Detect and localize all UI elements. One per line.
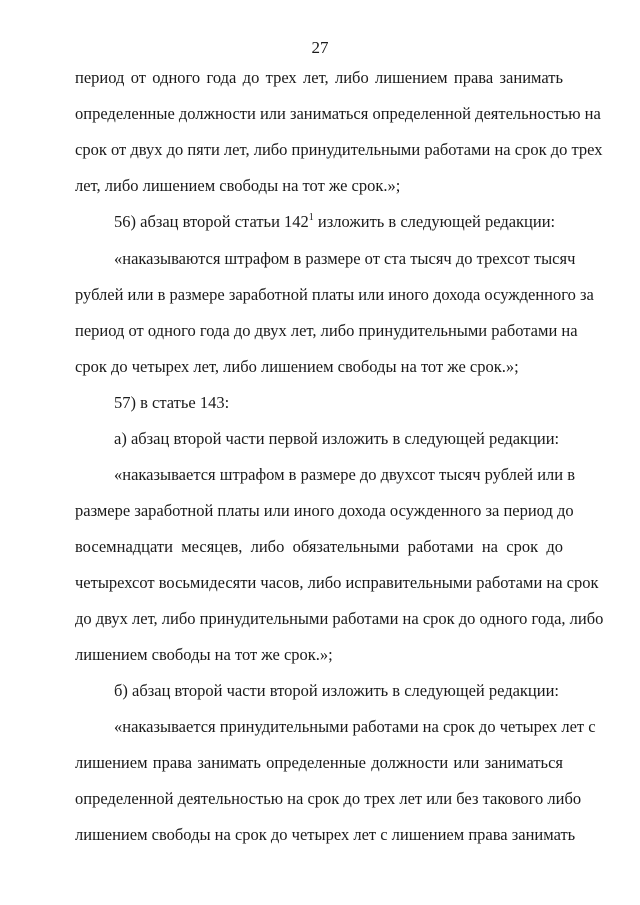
text-line-1: период от одного года до трех лет, либо лишением права занимать: [75, 68, 563, 87]
paragraph-56-text: 56) абзац второй статьи 142: [114, 212, 309, 231]
text-line-2: определенные должности или заниматься определенной деятельностью на: [75, 104, 601, 123]
paragraph-56-suffix: изложить в следующей редакции:: [313, 212, 556, 231]
text-line-14: восемнадцати месяцев, либо обязательными работами на срок до: [75, 537, 563, 556]
paragraph-56-heading: [114, 212, 563, 232]
text-line-13: размере заработной платы или иного дохода осужденного за период до: [75, 501, 574, 520]
text-line-16: до двух лет, либо принудительными работами на срок до одного года, либо: [75, 609, 604, 628]
paragraph-57-heading: 57) в статье 143:: [114, 393, 230, 412]
article-superscript: 1: [308, 212, 314, 223]
text-line-4: лет, либо лишением свободы на тот же срок.»;: [75, 176, 401, 195]
text-line-20: лишением права занимать определенные должности или заниматься: [75, 753, 563, 772]
subparagraph-a-heading: а) абзац второй части первой изложить в следующей редакции:: [114, 429, 560, 448]
page-number: 27: [311, 38, 329, 57]
subparagraph-b-heading: б) абзац второй части второй изложить в следующей редакции:: [114, 681, 560, 700]
text-line-3: срок от двух до пяти лет, либо принудительными работами на срок до трех: [75, 140, 603, 159]
text-line-7: рублей или в размере заработной платы или иного дохода осужденного за: [75, 285, 594, 304]
text-line-22: лишением свободы на срок до четырех лет с лишением права занимать: [75, 825, 576, 844]
text-line-17: лишением свободы на тот же срок.»;: [75, 645, 333, 664]
text-line-6: «наказываются штрафом в размере от ста тысяч до трехсот тысяч: [114, 249, 576, 268]
text-line-21: определенной деятельностью на срок до трех лет или без такового либо: [75, 789, 582, 808]
text-line-19: «наказывается принудительными работами на срок до четырех лет с: [114, 717, 596, 736]
text-line-9: срок до четырех лет, либо лишением свободы на тот же срок.»;: [75, 357, 519, 376]
text-line-8: период от одного года до двух лет, либо принудительными работами на: [75, 321, 578, 340]
text-line-15: четырехсот восьмидесяти часов, либо исправительными работами на срок: [75, 573, 599, 592]
text-line-12: «наказывается штрафом в размере до двухсот тысяч рублей или в: [114, 465, 576, 484]
